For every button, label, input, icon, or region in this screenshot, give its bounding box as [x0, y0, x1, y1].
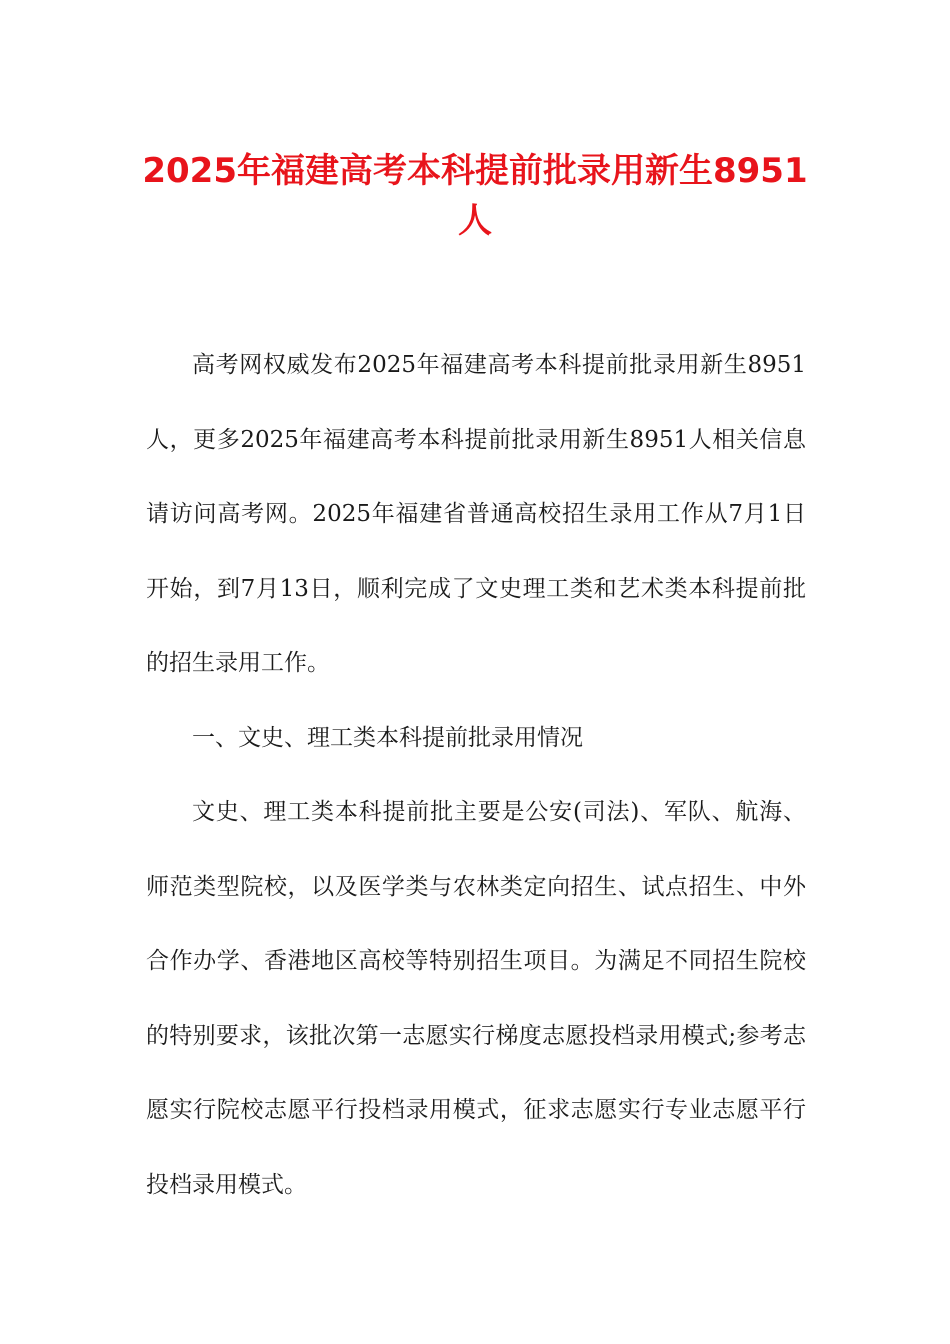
paragraph-details: 文史、理工类本科提前批主要是公安(司法)、军队、航海、师范类型院校，以及医学类与农林类定向招生、试点招生、中外合作办学、香港地区高校等特别招生项目。为满足不同招生院校的特别要求，该批次第一志愿实行梯度志愿投档录用模式;参考志愿实行院校志愿平行投档录用模式，征求志愿实行专业志愿平行投档录用模式。 [146, 799, 806, 1198]
document-body [146, 328, 806, 1222]
document-title: 2025年福建高考本科提前批录用新生8951人 [142, 151, 808, 241]
section-heading: 一、文史、理工类本科提前批录用情况 [192, 724, 583, 751]
paragraph-intro: 高考网权威发布2025年福建高考本科提前批录用新生8951人，更多2025年福建高考本科提前批录用新生8951人相关信息请访问高考网。2025年福建省普通高校招生录用工作从7月1日开始，到7月13日，顺利完成了文史理工类和艺术类本科提前批的招生录用工作。 [146, 352, 806, 676]
